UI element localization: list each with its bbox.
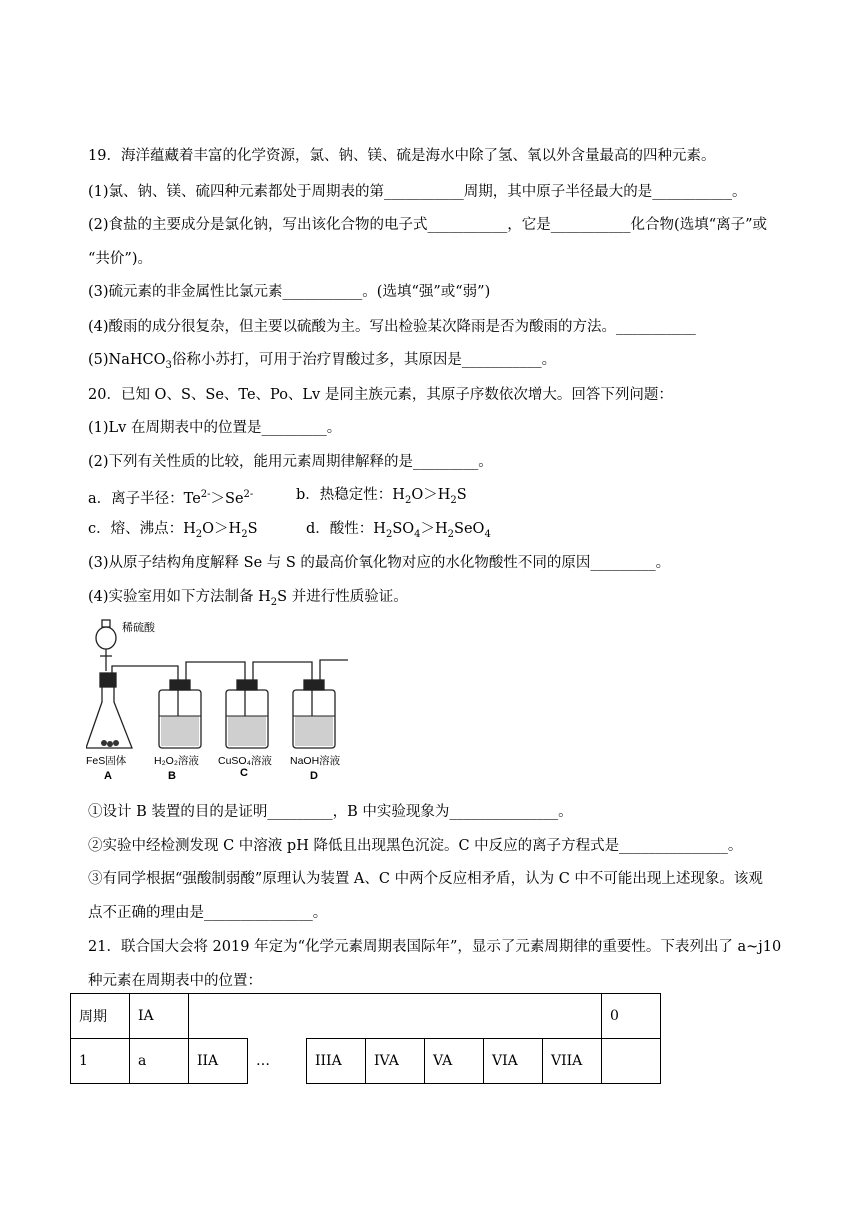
table-row [71, 994, 661, 1039]
apparatus-diagram [86, 616, 356, 781]
q19-part5: (5)NaHCO$_3$俗称小苏打，可用于治疗胃酸过多，其原因是___________。 [88, 352, 557, 371]
q19-part1: (1)氯、钠、镁、硫四种元素都处于周期表的第___________周期，其中原子半径最大的是___________。 [88, 184, 747, 200]
q20-part4: (4)实验室用如下方法制备 $H_2S$ 并进行性质验证。 [88, 589, 408, 608]
label-b: H₂O₂溶液 [154, 755, 199, 767]
table-cell: IIA [189, 1039, 248, 1084]
q20-stem: 20．已知 O、S、Se、Te、Po、Lv 是同主族元素，其原子序数依次增大。回答下列问题： [88, 387, 673, 403]
q20-option-a: a．离子半径：$Te^{2-}>Se^{2-}$ [88, 489, 254, 507]
table-row [71, 1039, 661, 1084]
periodic-table [70, 993, 661, 1084]
letter-d: D [310, 770, 318, 781]
table-cell: a [130, 1039, 189, 1084]
table-cell [602, 1039, 661, 1084]
q20-subq3-line2: 点不正确的理由是_______________。 [88, 905, 328, 921]
q21-stem-line2: 种元素在周期表中的位置： [88, 973, 262, 989]
table-cell [189, 994, 602, 1039]
q20-option-d: d．酸性：$H_2SO_4>H_2SeO_4$ [306, 521, 491, 540]
table-cell: VIIA [543, 1039, 602, 1084]
q20-subq1: ①设计 B 装置的目的是证明_________，B 中实验现象为_______________。 [88, 804, 573, 820]
table-cell: IVA [366, 1039, 425, 1084]
letter-a: A [104, 770, 112, 781]
table-cell: … [256, 1053, 270, 1069]
q20-part2: (2)下列有关性质的比较，能用元素周期律解释的是_________。 [88, 454, 493, 470]
q19-part2-line1: (2)食盐的主要成分是氯化钠，写出该化合物的电子式___________，它是___________化合物(选填“离子”或 [88, 217, 768, 233]
q20-part1: (1)Lv 在周期表中的位置是_________。 [88, 420, 342, 436]
letter-c: C [240, 767, 248, 779]
q19-part4: (4)酸雨的成分很复杂，但主要以硫酸为主。写出检验某次降雨是否为酸雨的方法。___________ [88, 319, 696, 335]
table-cell: VIA [484, 1039, 543, 1084]
q20-option-b: b．热稳定性：$H_2O>H_2S$ [296, 487, 467, 506]
q19-part3: (3)硫元素的非金属性比氯元素___________。(选填“强”或“弱”) [88, 284, 491, 300]
table-cell: IA [130, 994, 189, 1039]
q20-subq3-line1: ③有同学根据“强酸制弱酸”原理认为装置 A、C 中两个反应相矛盾，认为 C 中不可能出现上述现象。该观 [88, 871, 763, 887]
q19-stem: 19．海洋蕴藏着丰富的化学资源，氯、钠、镁、硫是海水中除了氢、氧以外含量最高的四种元素。 [88, 148, 716, 164]
table-cell: 0 [602, 994, 661, 1039]
label-a: FeS固体 [86, 755, 127, 767]
table-cell: VA [425, 1039, 484, 1084]
q20-subq2: ②实验中经检测发现 C 中溶液 pH 降低且出现黑色沉淀。C 中反应的离子方程式是_______________。 [88, 838, 743, 854]
table-cell: 周期 [71, 994, 130, 1039]
q19-part2-line2: “共价”)。 [88, 251, 152, 267]
q21-stem-line1: 21．联合国大会将 2019 年定为“化学元素周期表国际年”，显示了元素周期律的重要性。下表列出了 a~j10 [88, 939, 782, 955]
label-c: CuSO₄溶液 [218, 755, 272, 767]
q20-option-c: c．熔、沸点：$H_2O>H_2S$ [88, 521, 258, 540]
letter-b: B [168, 770, 176, 781]
table-cell: IIIA [307, 1039, 366, 1084]
table-cell: 1 [71, 1039, 130, 1084]
q20-part3: (3)从原子结构角度解释 Se 与 S 的最高价氧化物对应的水化物酸性不同的原因_________。 [88, 555, 671, 571]
funnel-label: 稀硫酸 [122, 622, 155, 634]
label-d: NaOH溶液 [290, 755, 341, 767]
